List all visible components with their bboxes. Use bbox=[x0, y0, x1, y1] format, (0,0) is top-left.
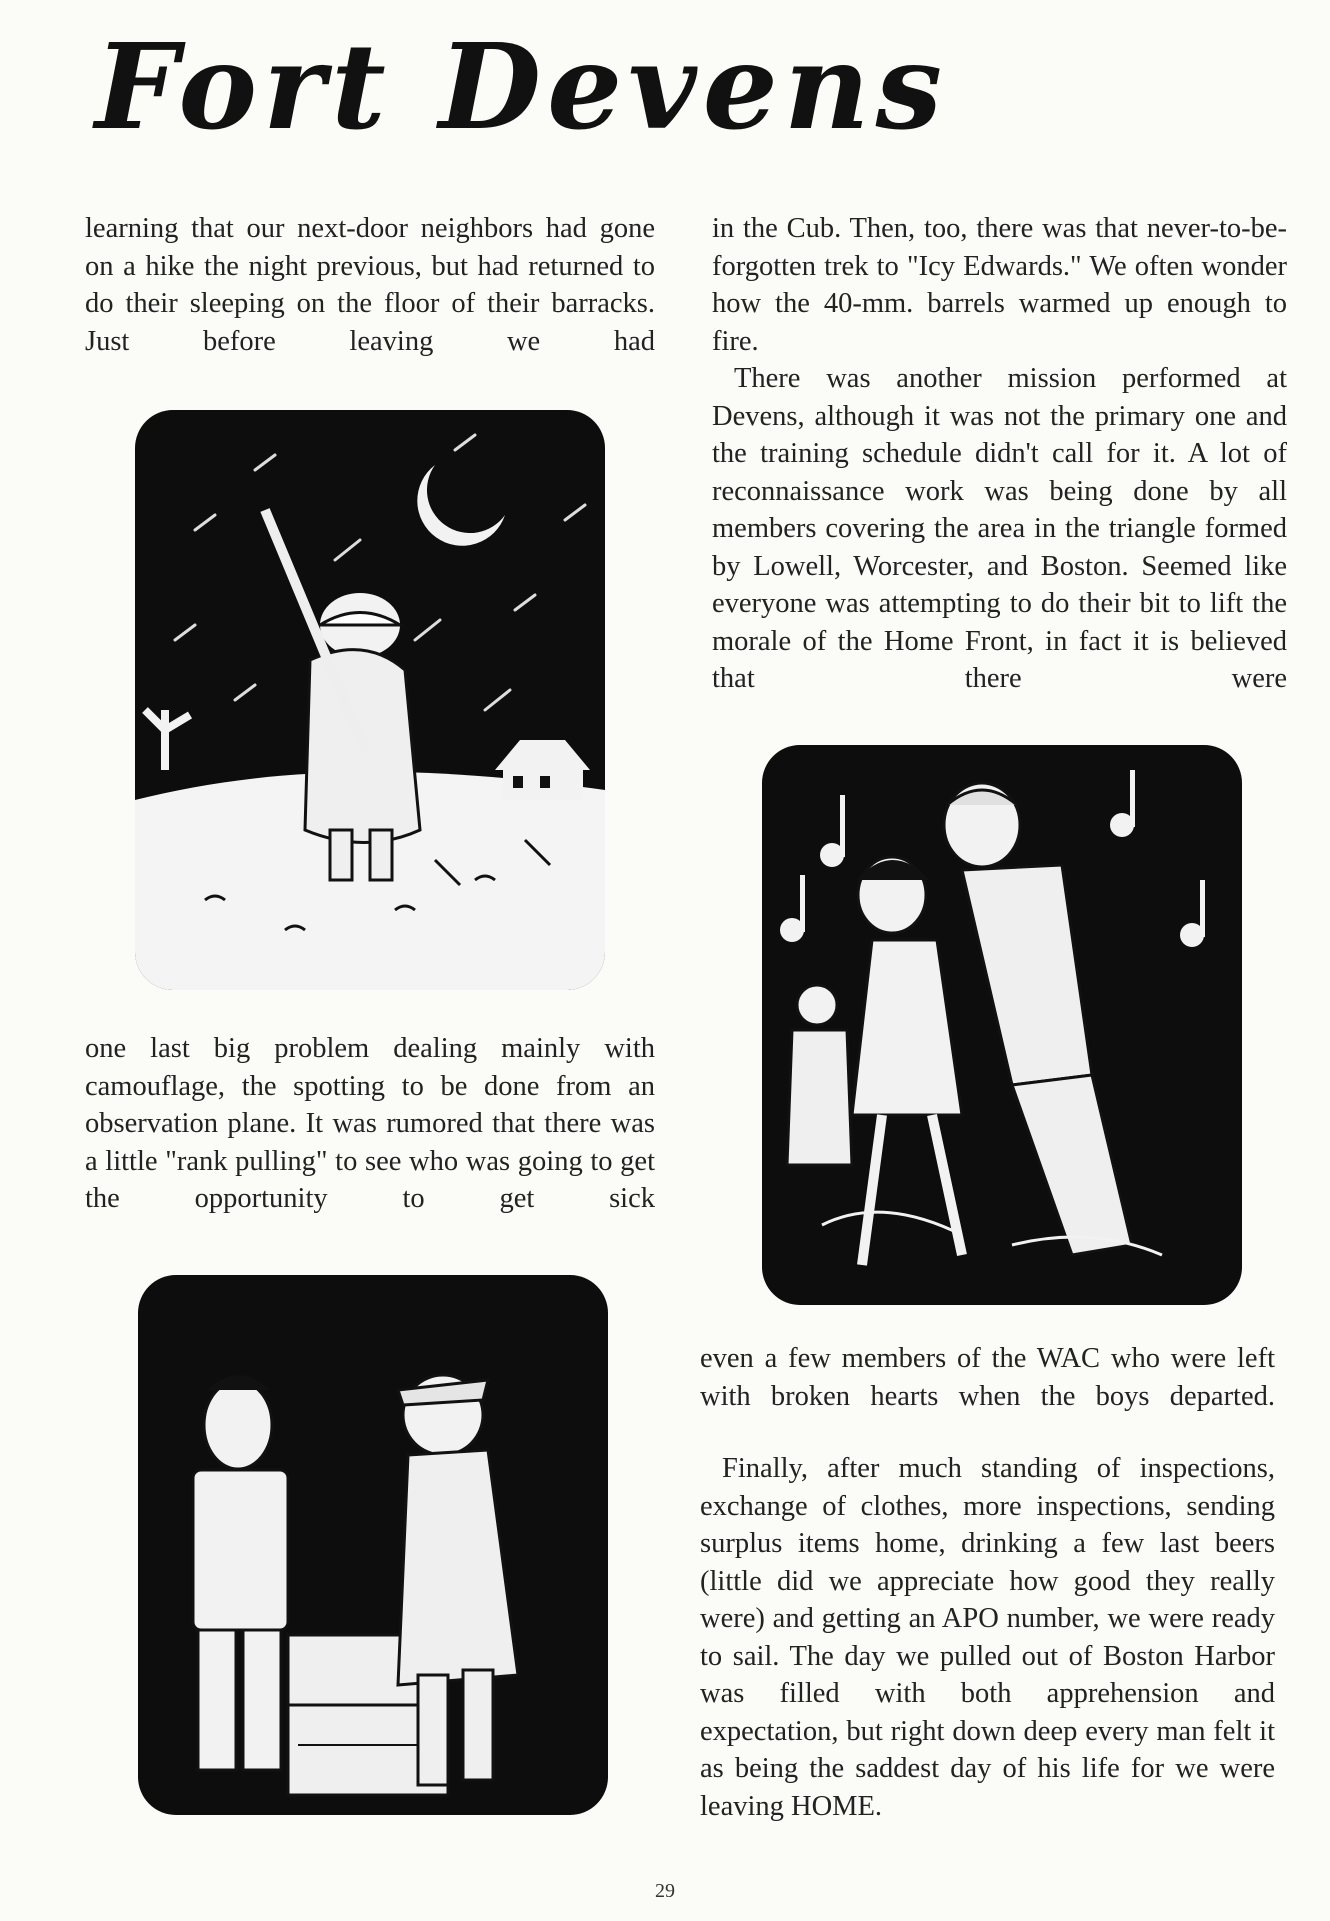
right-paragraph-2: There was another mission performed at Devens, although it was not the primary one and the training schedule didn't call for it. A lot of reconnaissance work was being done by all members covering the area in the triangle formed by Lowell, Worcester, and Boston. Seemed like everyone was attempting to do their bit to lift the morale of the Home Front, in fact it is believed that there were bbox=[712, 363, 1287, 694]
left-paragraph-2: one last big problem dealing mainly with camouflage, the spotting to be done from an observation plane. It was rumored that there was a little "rank pulling" to see who was going to get the opportunity to get sick bbox=[85, 1033, 655, 1214]
left-paragraph-1: learning that our next-door neighbors had gone on a hike the night previous, but had returned to do their sleeping on the floor of their barracks. Just before leaving we had bbox=[85, 213, 655, 357]
right-paragraph-4: Finally, after much standing of inspections, exchange of clothes, more inspections, sending surplus items home, drinking a few last beers (little did we appreciate how good they really were) and getting an APO number, we were ready to sail. The day we pulled out of Boston Harbor was filled with both apprehension and expectation, but right down deep every man felt it as being the saddest day of his life for we were leaving HOME. bbox=[700, 1453, 1275, 1822]
inspection-icon bbox=[138, 1275, 608, 1815]
page-title: Fort Devens bbox=[95, 17, 949, 156]
dancing-couple-icon bbox=[762, 745, 1242, 1305]
right-paragraph-1: in the Cub. Then, too, there was that never-to-be-forgotten trek to "Icy Edwards." We often wonder how the 40-mm. barrels warmed up enough to fire. bbox=[712, 213, 1287, 357]
page-number: 29 bbox=[655, 1880, 675, 1902]
dance-illustration bbox=[762, 745, 1242, 1305]
sentry-snow-night-icon bbox=[135, 410, 605, 990]
inspection-illustration bbox=[138, 1275, 608, 1815]
sentry-illustration bbox=[135, 410, 605, 990]
right-paragraph-3: even a few members of the WAC who were left with broken hearts when the boys departed. bbox=[700, 1343, 1275, 1412]
